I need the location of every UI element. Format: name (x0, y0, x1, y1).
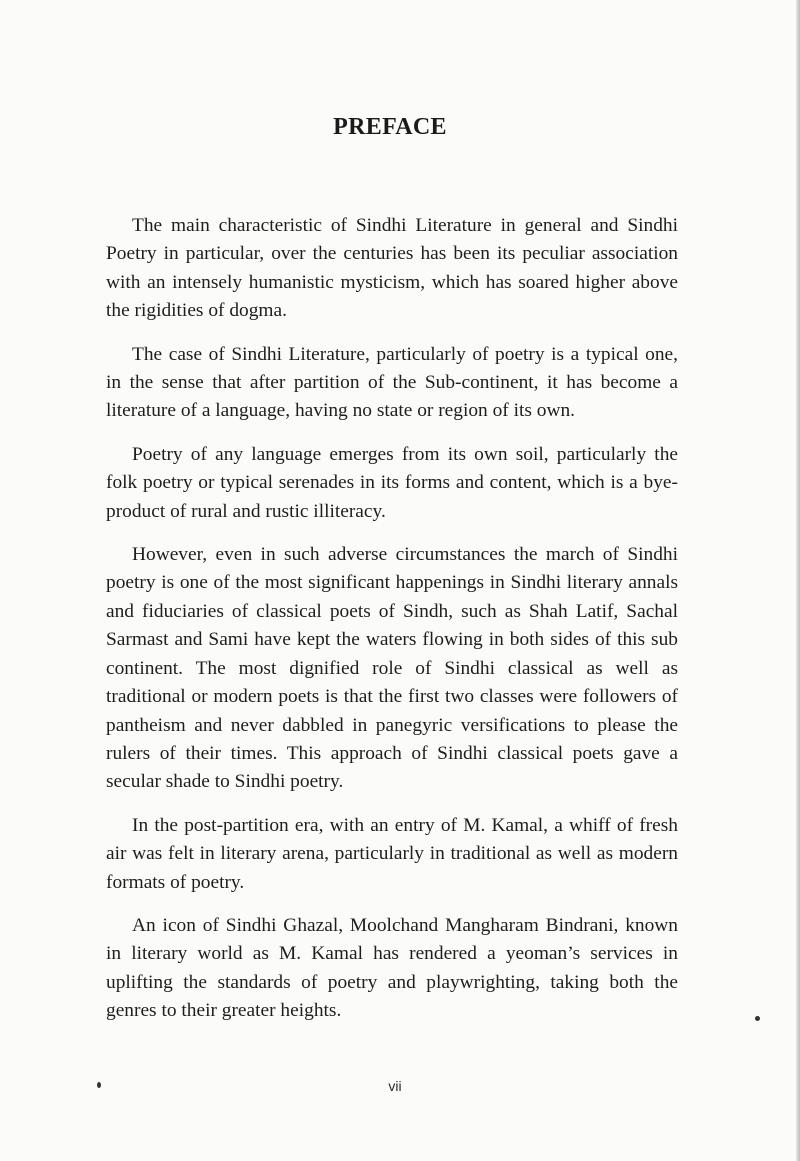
paragraph-1: The main characteristic of Sindhi Literature in general and Sindhi Poetry in particular, over the centuries has been its peculiar association with an intensely humanistic mysticism, which has soared higher above the rigidities of dogma. (106, 215, 678, 322)
page-number: vii (388, 1078, 402, 1094)
preface-body (106, 212, 678, 1041)
paragraph-4: However, even in such adverse circumstances the march of Sindhi poetry is one of the most significant happenings in Sindhi literary annals and fiduciaries of classical poets of Sindh, such as Shah Latif, Sachal Sarmast and Sami have kept the waters flowing in both sides of this sub continent. The most dignified role of Sindhi classical as well as traditional or modern poets is that the first two classes were followers of pantheism and never dabbled in panegyric versifications to please the rulers of their times. This approach of Sindhi classical poets gave a secular shade to Sindhi poetry. (106, 544, 678, 793)
page-title: PREFACE (333, 114, 447, 140)
ink-speck-left (97, 1082, 101, 1088)
ink-speck-right (755, 1016, 760, 1021)
paragraph-2: The case of Sindhi Literature, particularly of poetry is a typical one, in the sense that after partition of the Sub-continent, it has become a literature of a language, having no state or region of its own. (106, 343, 678, 422)
page-edge-shadow (796, 0, 800, 1161)
paragraph-5: In the post-partition era, with an entry of M. Kamal, a whiff of fresh air was felt in literary arena, particularly in traditional as well as modern formats of poetry. (106, 814, 678, 893)
paragraph-6: An icon of Sindhi Ghazal, Moolchand Mangharam Bindrani, known in literary world as M. Kamal has rendered a yeoman’s services in uplifting the standards of poetry and playwrighting, taking both the genres to their greater heights. (106, 914, 678, 1022)
paragraph-3: Poetry of any language emerges from its own soil, particularly the folk poetry or typical serenades in its forms and content, which is a bye-product of rural and rustic illiteracy. (106, 443, 678, 522)
